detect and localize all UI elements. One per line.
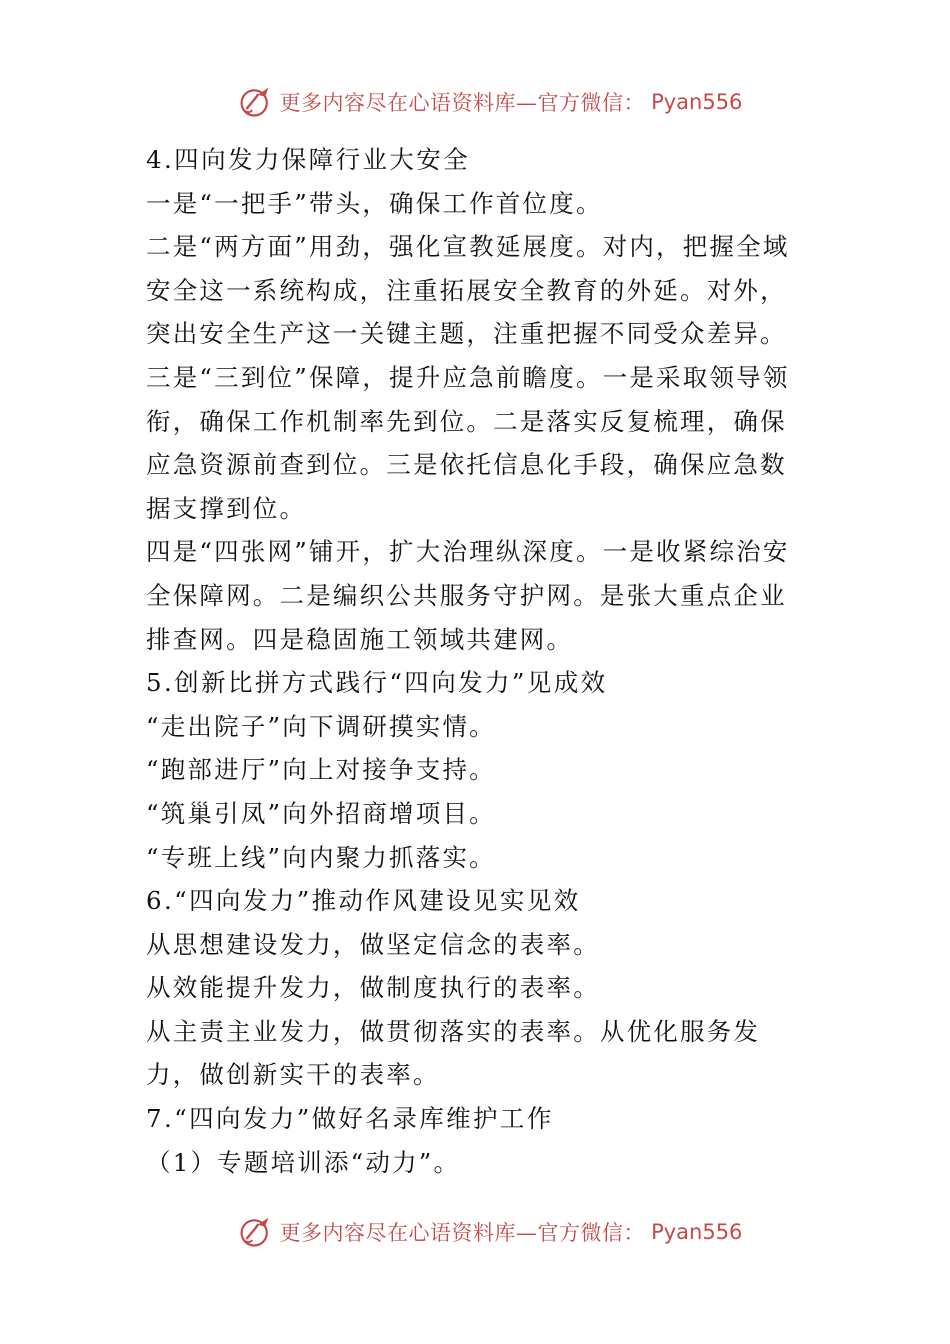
- section-heading: 6.“四向发力”推动作风建设见实见效: [146, 886, 581, 916]
- paragraph: “走出院子”向下调研摸实情。: [146, 711, 496, 741]
- footer-banner-inner: [238, 1214, 743, 1250]
- paragraph: 一是“一把手”带头，确保工作首位度。: [146, 188, 603, 218]
- banner-text: 更多内容尽在心语资料库—官方微信：: [279, 91, 646, 115]
- section-heading: 7.“四向发力”做好名录库维护工作: [146, 1104, 554, 1134]
- banner-text: 更多内容尽在心语资料库—官方微信：: [279, 1221, 646, 1245]
- pen-logo-icon: [238, 84, 274, 120]
- paragraph: 从思想建设发力，做坚定信念的表率。: [146, 929, 600, 959]
- section-heading: 4.四向发力保障行业大安全: [146, 145, 471, 174]
- paragraph: “专班上线”向内聚力抓落实。: [146, 842, 496, 872]
- footer-banner: [0, 1207, 950, 1257]
- paragraph: 二是“两方面”用劲，强化宣教延展度。对内，把握全域安全这一系统构成，注重拓展安全教育的外延。对外，突出安全生产这一关键主题，注重把握不同受众差异。: [146, 232, 790, 349]
- paragraph: 四是“四张网”铺开，扩大治理纵深度。一是收紧综治安全保障网。二是编织公共服务守护网。是张大重点企业排查网。四是稳固施工领域共建网。: [146, 537, 790, 654]
- section-heading: 5.创新比拼方式践行“四向发力”见成效: [146, 668, 608, 698]
- banner-wechat-id: Pyan556: [651, 90, 743, 114]
- document-body: [146, 138, 811, 1184]
- paragraph: “跑部进厅”向上对接争支持。: [146, 755, 496, 785]
- paragraph: 三是“三到位”保障，提升应急前瞻度。一是采取领导领衔，确保工作机制率先到位。二是落实反复梳理，确保应急资源前查到位。三是依托信息化手段，确保应急数据支撑到位。: [146, 362, 790, 523]
- header-banner: [0, 77, 950, 127]
- banner-wechat-id: Pyan556: [651, 1220, 743, 1244]
- paragraph: 从主责主业发力，做贯彻落实的表率。从优化服务发力，做创新实干的表率。: [146, 1016, 761, 1090]
- paragraph: “筑巢引凤”向外招商增项目。: [146, 798, 496, 828]
- paragraph: （1）专题培训添“动力”。: [146, 1147, 461, 1177]
- pen-logo-icon: [238, 1214, 274, 1250]
- paragraph: 从效能提升发力，做制度执行的表率。: [146, 973, 600, 1003]
- header-banner-inner: [238, 84, 743, 120]
